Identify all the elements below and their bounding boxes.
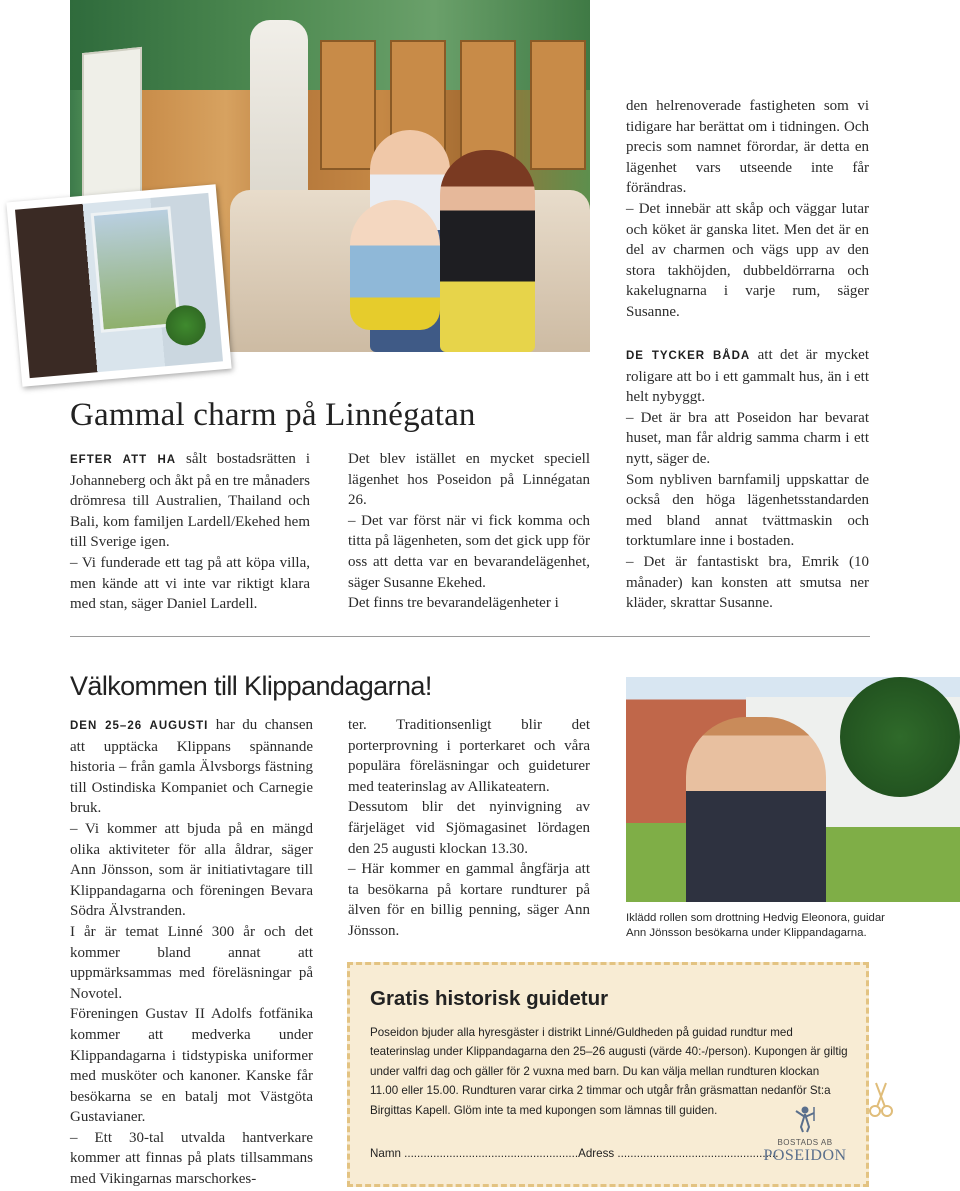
paragraph: – Vi kommer att bjuda på en mängd olika aktiviteter för alla åldrar, säger Ann Jönsson, som är initiativtagare till Klippandagarna och föreningen Bevara Södra Älvstranden. xyxy=(70,820,313,920)
klippan-photo xyxy=(626,677,960,902)
poseidon-figure-icon xyxy=(792,1105,818,1133)
wood-panel xyxy=(320,40,376,170)
coupon xyxy=(347,962,869,1187)
plant xyxy=(164,304,207,347)
paragraph: har du chansen att upptäcka Klippans spännande historia – från gamla Älvsborgs fästning till Ostindiska Kompaniet och Carnegie bruk. xyxy=(70,717,314,817)
paragraph: – Det var först när vi fick komma och titta på lägenheten, som det gick upp för oss att detta var en bevarandelägenhet, säger Susanne Ekehed. xyxy=(348,512,590,591)
poseidon-logo xyxy=(760,1105,850,1165)
article1-column-3-top xyxy=(626,96,869,323)
tree xyxy=(840,677,960,797)
paragraph: ter. Traditionsenligt blir det porterprovning i porterkaret och våra populära föreläsningar och guideturer med teaterinslag av Allikateatern. xyxy=(348,717,590,795)
inset-photo xyxy=(6,184,231,387)
paragraph: I år är temat Linné 300 år och det kommer bland annat att uppmärksammas med föreläsningar på Novotel. xyxy=(70,923,313,1002)
inset-photo-image xyxy=(15,193,223,378)
section-title: Välkommen till Klippandagarna! xyxy=(70,671,432,701)
paragraph: Det blev istället en mycket speciell lägenhet hos Poseidon på Linnégatan 26. xyxy=(348,451,590,509)
paragraph: att det är mycket roligare att bo i ett gammalt hus, än i ett helt nybyggt. xyxy=(626,347,869,406)
paragraph: – Här kommer en gammal ångfärja att ta besökarna på kortare rundturer på älven för en billig penning, säger Ann Jönsson. xyxy=(348,861,590,939)
paragraph: sålt bostadsrätten i Johanneberg och åkt på en tre månaders drömresa till Australien, Thailand och Bali, kom familjen Lardell/Ekehed hem till Sverige igen. xyxy=(70,451,310,551)
woman-portrait xyxy=(686,717,826,902)
lead-in: DE TYCKER BÅDA xyxy=(626,350,751,362)
coupon-text: Poseidon bjuder alla hyresgäster i distrikt Linné/Guldheden på guidad rundtur med teaterinslag under Klippandagarna den 25–26 augusti (värde 40:-/person). Kupongen är giltig under valfri dag och gäller för 2 vuxna med barn. Du kan välja mellan rundturen klockan 11.00 eller 15.00. Rundturen varar cirka 2 timmar och utgår från gräsmattan nedanför St:a Birgittas Kapell. Glöm inte ta med kupongen som lämnas till guiden. xyxy=(370,1026,848,1117)
paragraph: Som nybliven barnfamilj uppskattar de också den höga lägenhetsstandarden med bland annat tvättmaskin och torktumlare inne i bostaden. xyxy=(626,471,869,550)
paragraph: – Ett 30-tal utvalda hantverkare kommer att finnas på plats tillsammans med Vikingarnas marschorkes- xyxy=(70,1129,313,1188)
paragraph: Föreningen Gustav II Adolfs fotfänika kommer att medverka under Klippandagarna i tidstypiska uniformer med musköter och kanoner. Kanske får besökarna se en batalj mot Västgöta Gustavianer. xyxy=(70,1006,313,1126)
wood-panel xyxy=(530,40,586,170)
article2-column-2 xyxy=(348,715,590,942)
paragraph: – Det är fantastiskt bra, Emrik (10 månader) kan konsten att smutsa ner kläder, skrattar Susanne. xyxy=(626,553,869,612)
tiled-stove xyxy=(250,20,308,210)
paragraph: Det finns tre bevarandelägenheter i xyxy=(348,595,559,612)
paragraph: den helrenoverade fastigheten som vi tidigare har berättat om i tidningen. Och precis som namnet förordar, är detta en lägenhet vars utseende inte får förändras. xyxy=(626,98,869,197)
baby xyxy=(350,200,440,330)
scissors-icon xyxy=(866,1080,896,1120)
paragraph: – Det innebär att skåp och väggar lutar och köket är ganska litet. Men det är en del av charmen och vägs upp av den stora takhöjden, dubbeldörrarna och kakelugnarna i varje rum, säger Susanne. xyxy=(626,200,869,320)
article-title: Gammal charm på Linnégatan xyxy=(70,397,476,433)
lead-in: DEN 25–26 AUGUSTI xyxy=(70,720,209,732)
caption-line: Iklädd rollen som drottning Hedvig Eleonora, guidar xyxy=(626,912,885,924)
article1-column-3-bottom xyxy=(626,345,869,614)
divider xyxy=(70,636,870,637)
coupon-title: Gratis historisk guidetur xyxy=(370,987,609,1010)
photo-caption xyxy=(626,911,926,941)
article2-column-1 xyxy=(70,715,313,1190)
door xyxy=(82,47,142,203)
article1-column-1 xyxy=(70,449,310,615)
paragraph: – Vi funderade ett tag på att köpa villa, men kände att vi inte var riktigt klara med stan, säger Daniel Lardell. xyxy=(70,554,310,613)
logo-big-text: POSEIDON xyxy=(763,1147,847,1164)
lead-in: EFTER ATT HA xyxy=(70,454,177,466)
paragraph: Dessutom blir det nyinvigning av färjeläget vid Sjömagasinet lördagen den 25 augusti klockan 13.30. xyxy=(348,799,590,857)
window xyxy=(91,206,181,333)
paragraph: – Det är bra att Poseidon har bevarat huset, man får aldrig samma charm i ett nytt, säger de. xyxy=(626,409,869,467)
coupon-form-fields: Namn ......................................................Adress .................................................. xyxy=(370,1147,779,1160)
article1-column-2 xyxy=(348,449,590,614)
woman xyxy=(440,150,535,352)
caption-line: Ann Jönsson besökarna under Klippandagarna. xyxy=(626,927,867,939)
logo-small-text: BOSTADS AB xyxy=(777,1138,833,1147)
